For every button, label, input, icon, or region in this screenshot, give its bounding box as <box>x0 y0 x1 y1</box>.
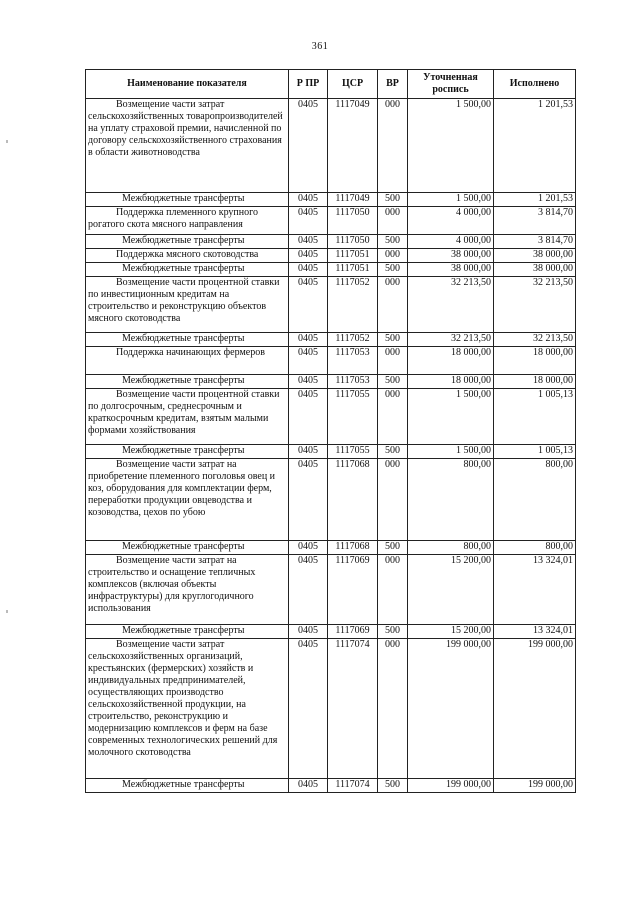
cell-vr: 000 <box>378 389 408 445</box>
cell-planned: 15 200,00 <box>408 625 494 639</box>
cell-vr: 000 <box>378 249 408 263</box>
cell-name: Возмещение части затрат сельскохозяйственных организаций, крестьянских (фермерских) хозяйств и индивидуальных предпринимателей, осуществляющих производство сельскохозяйственной продукции, на строительство, реконструкцию и модернизацию комплексов и ферм на базе современных технологических решений для молочного скотоводства <box>86 639 289 779</box>
cell-csr: 1117051 <box>328 263 378 277</box>
cell-rpr: 0405 <box>289 193 328 207</box>
table-row <box>86 779 576 793</box>
cell-csr: 1117050 <box>328 207 378 235</box>
cell-planned: 32 213,50 <box>408 277 494 333</box>
cell-vr: 500 <box>378 235 408 249</box>
table-row <box>86 347 576 375</box>
cell-vr: 000 <box>378 459 408 541</box>
cell-name: Возмещение части затрат на строительство и оснащение тепличных комплексов (включая объекты инфраструктуры) для круглогодичного использования <box>86 555 289 625</box>
cell-name: Межбюджетные трансферты <box>86 263 289 277</box>
cell-csr: 1117069 <box>328 625 378 639</box>
cell-csr: 1117053 <box>328 347 378 375</box>
cell-rpr: 0405 <box>289 99 328 193</box>
table-row <box>86 639 576 779</box>
cell-rpr: 0405 <box>289 207 328 235</box>
cell-executed: 1 201,53 <box>494 193 576 207</box>
cell-rpr: 0405 <box>289 445 328 459</box>
cell-name: Поддержка начинающих фермеров <box>86 347 289 375</box>
cell-planned: 1 500,00 <box>408 99 494 193</box>
cell-rpr: 0405 <box>289 639 328 779</box>
cell-executed: 38 000,00 <box>494 249 576 263</box>
cell-name: Межбюджетные трансферты <box>86 333 289 347</box>
table-row <box>86 207 576 235</box>
table-row <box>86 277 576 333</box>
table-row <box>86 375 576 389</box>
cell-csr: 1117051 <box>328 249 378 263</box>
table-row <box>86 625 576 639</box>
cell-vr: 000 <box>378 207 408 235</box>
cell-rpr: 0405 <box>289 779 328 793</box>
cell-planned: 1 500,00 <box>408 389 494 445</box>
cell-name: Возмещение части процентной ставки по инвестиционным кредитам на строительство и реконструкцию объектов мясного скотоводства <box>86 277 289 333</box>
header-name: Наименование показателя <box>86 70 289 99</box>
cell-executed: 3 814,70 <box>494 207 576 235</box>
cell-vr: 500 <box>378 625 408 639</box>
cell-executed: 32 213,50 <box>494 333 576 347</box>
cell-executed: 3 814,70 <box>494 235 576 249</box>
cell-csr: 1117049 <box>328 99 378 193</box>
cell-csr: 1117049 <box>328 193 378 207</box>
cell-rpr: 0405 <box>289 541 328 555</box>
cell-name: Возмещение части процентной ставки по долгосрочным, среднесрочным и краткосрочным кредитам, взятым малыми формами хозяйствования <box>86 389 289 445</box>
cell-rpr: 0405 <box>289 333 328 347</box>
margin-mark <box>6 140 8 143</box>
cell-planned: 800,00 <box>408 541 494 555</box>
cell-planned: 38 000,00 <box>408 249 494 263</box>
header-rpr: Р ПР <box>289 70 328 99</box>
cell-vr: 500 <box>378 541 408 555</box>
cell-csr: 1117074 <box>328 779 378 793</box>
cell-executed: 199 000,00 <box>494 639 576 779</box>
cell-name: Межбюджетные трансферты <box>86 445 289 459</box>
cell-vr: 500 <box>378 779 408 793</box>
cell-planned: 1 500,00 <box>408 445 494 459</box>
cell-executed: 1 201,53 <box>494 99 576 193</box>
cell-name: Межбюджетные трансферты <box>86 193 289 207</box>
cell-name: Межбюджетные трансферты <box>86 541 289 555</box>
cell-csr: 1117053 <box>328 375 378 389</box>
table-row <box>86 193 576 207</box>
cell-planned: 199 000,00 <box>408 639 494 779</box>
cell-planned: 199 000,00 <box>408 779 494 793</box>
table-row <box>86 263 576 277</box>
header-planned: Уточненная роспись <box>408 70 494 99</box>
cell-name: Возмещение части затрат сельскохозяйственных товаропроизводителей на уплату страховой премии, начисленной по договору сельскохозяйственного страхования в области животноводства <box>86 99 289 193</box>
cell-csr: 1117068 <box>328 541 378 555</box>
table-row <box>86 445 576 459</box>
cell-vr: 000 <box>378 99 408 193</box>
cell-executed: 800,00 <box>494 459 576 541</box>
cell-csr: 1117069 <box>328 555 378 625</box>
cell-name: Межбюджетные трансферты <box>86 779 289 793</box>
margin-mark <box>6 610 8 613</box>
cell-executed: 1 005,13 <box>494 389 576 445</box>
budget-table <box>85 69 576 793</box>
header-row <box>86 70 576 99</box>
header-vr: ВР <box>378 70 408 99</box>
cell-name: Возмещение части затрат на приобретение племенного поголовья овец и коз, оборудования для комплектации ферм, переработки продукции овцеводства и козоводства, цехов по убою <box>86 459 289 541</box>
cell-vr: 000 <box>378 277 408 333</box>
cell-name: Межбюджетные трансферты <box>86 375 289 389</box>
cell-planned: 800,00 <box>408 459 494 541</box>
cell-rpr: 0405 <box>289 249 328 263</box>
cell-name: Поддержка племенного крупного рогатого скота мясного направления <box>86 207 289 235</box>
header-executed: Исполнено <box>494 70 576 99</box>
cell-rpr: 0405 <box>289 235 328 249</box>
cell-csr: 1117055 <box>328 389 378 445</box>
cell-rpr: 0405 <box>289 555 328 625</box>
cell-executed: 32 213,50 <box>494 277 576 333</box>
cell-csr: 1117068 <box>328 459 378 541</box>
table-row <box>86 389 576 445</box>
cell-rpr: 0405 <box>289 459 328 541</box>
cell-csr: 1117052 <box>328 333 378 347</box>
cell-vr: 500 <box>378 445 408 459</box>
table-row <box>86 249 576 263</box>
cell-csr: 1117052 <box>328 277 378 333</box>
cell-name: Межбюджетные трансферты <box>86 625 289 639</box>
cell-vr: 500 <box>378 263 408 277</box>
cell-rpr: 0405 <box>289 389 328 445</box>
table-row <box>86 333 576 347</box>
cell-vr: 000 <box>378 639 408 779</box>
table-row <box>86 555 576 625</box>
cell-name: Поддержка мясного скотоводства <box>86 249 289 263</box>
cell-csr: 1117050 <box>328 235 378 249</box>
cell-rpr: 0405 <box>289 277 328 333</box>
cell-csr: 1117055 <box>328 445 378 459</box>
table-row <box>86 541 576 555</box>
cell-executed: 38 000,00 <box>494 263 576 277</box>
cell-executed: 1 005,13 <box>494 445 576 459</box>
cell-rpr: 0405 <box>289 263 328 277</box>
cell-executed: 13 324,01 <box>494 555 576 625</box>
table-row <box>86 459 576 541</box>
header-csr: ЦСР <box>328 70 378 99</box>
cell-vr: 500 <box>378 375 408 389</box>
table-row <box>86 235 576 249</box>
cell-name: Межбюджетные трансферты <box>86 235 289 249</box>
cell-executed: 13 324,01 <box>494 625 576 639</box>
cell-executed: 18 000,00 <box>494 347 576 375</box>
cell-planned: 18 000,00 <box>408 375 494 389</box>
cell-csr: 1117074 <box>328 639 378 779</box>
cell-planned: 18 000,00 <box>408 347 494 375</box>
cell-rpr: 0405 <box>289 347 328 375</box>
cell-executed: 199 000,00 <box>494 779 576 793</box>
cell-planned: 1 500,00 <box>408 193 494 207</box>
cell-executed: 18 000,00 <box>494 375 576 389</box>
cell-planned: 15 200,00 <box>408 555 494 625</box>
cell-vr: 500 <box>378 333 408 347</box>
cell-vr: 500 <box>378 193 408 207</box>
cell-planned: 32 213,50 <box>408 333 494 347</box>
cell-rpr: 0405 <box>289 375 328 389</box>
table-row <box>86 99 576 193</box>
cell-rpr: 0405 <box>289 625 328 639</box>
cell-executed: 800,00 <box>494 541 576 555</box>
cell-planned: 4 000,00 <box>408 235 494 249</box>
cell-vr: 000 <box>378 555 408 625</box>
cell-planned: 4 000,00 <box>408 207 494 235</box>
cell-planned: 38 000,00 <box>408 263 494 277</box>
page-number: 361 <box>311 41 329 52</box>
cell-vr: 000 <box>378 347 408 375</box>
